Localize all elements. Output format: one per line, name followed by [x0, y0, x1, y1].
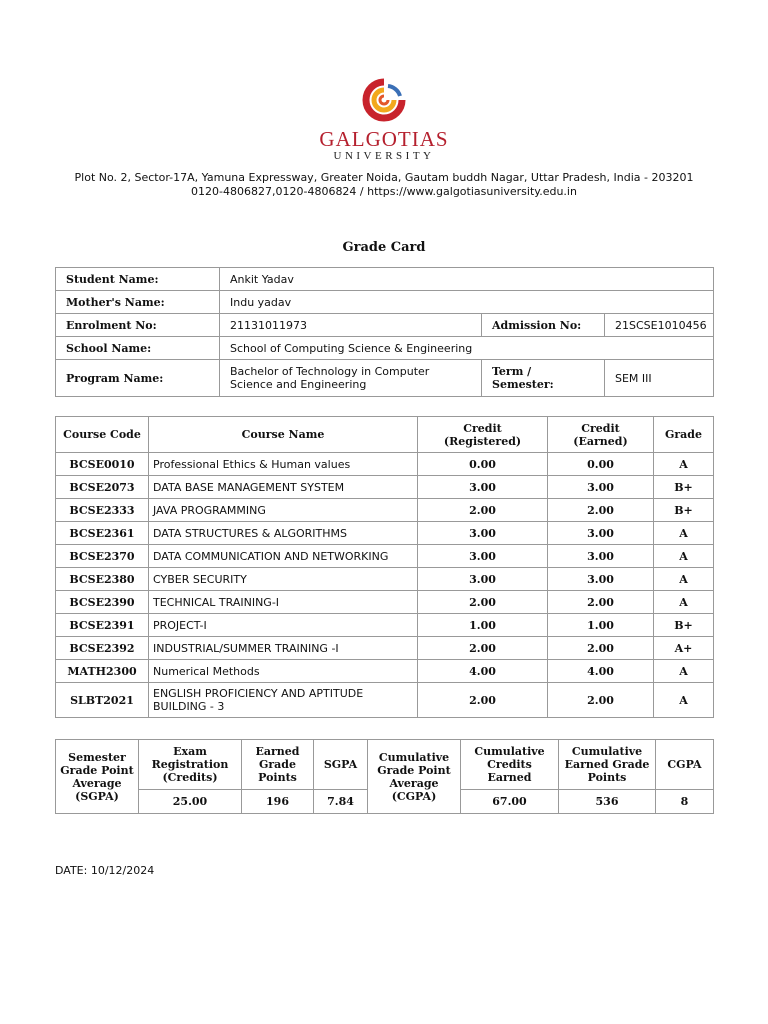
table-row: [56, 545, 714, 568]
term-label: Term / Semester:: [482, 360, 605, 397]
credit-earned: 3.00: [548, 476, 654, 499]
col-credit-earned-line2: (Earned): [573, 434, 628, 448]
course-code: MATH2300: [56, 660, 149, 683]
admission-value: 21SCSE1010456: [605, 314, 714, 337]
table-row: [56, 683, 714, 718]
student-name-row: [56, 268, 714, 291]
enrolment-value: 21131011973: [220, 314, 482, 337]
course-name: PROJECT-I: [149, 614, 418, 637]
col-course-code: Course Code: [56, 417, 149, 453]
table-row: [56, 522, 714, 545]
course-name: Professional Ethics & Human values: [149, 453, 418, 476]
school-value: School of Computing Science & Engineering: [220, 337, 714, 360]
address-block: [0, 171, 768, 199]
course-name: JAVA PROGRAMMING: [149, 499, 418, 522]
course-grade: A: [654, 591, 714, 614]
address-line: Plot No. 2, Sector-17A, Yamuna Expressway, Greater Noida, Gautam buddh Nagar, Uttar Pradesh, India - 203201: [74, 171, 694, 184]
course-code: BCSE2073: [56, 476, 149, 499]
course-name: Numerical Methods: [149, 660, 418, 683]
course-code: BCSE2391: [56, 614, 149, 637]
course-code: SLBT2021: [56, 683, 149, 718]
course-grade: A: [654, 568, 714, 591]
summary-exam-reg-header: Exam Registration (Credits): [139, 740, 242, 790]
summary-cum-points-header: Cumulative Earned Grade Points: [559, 740, 656, 790]
credit-registered: 0.00: [418, 453, 548, 476]
course-name: DATA BASE MANAGEMENT SYSTEM: [149, 476, 418, 499]
program-label: Program Name:: [56, 360, 220, 397]
course-code: BCSE2392: [56, 637, 149, 660]
mother-name-label: Mother's Name:: [56, 291, 220, 314]
col-credit-earned: [548, 417, 654, 453]
course-code: BCSE2361: [56, 522, 149, 545]
table-row: [56, 476, 714, 499]
galgotias-logo-icon: [362, 78, 406, 122]
course-name: TECHNICAL TRAINING-I: [149, 591, 418, 614]
course-grade: A: [654, 683, 714, 718]
credit-registered: 3.00: [418, 476, 548, 499]
col-credit-registered: [418, 417, 548, 453]
table-row: [56, 591, 714, 614]
summary-sgpa-value: 7.84: [314, 790, 368, 814]
credit-earned: 3.00: [548, 568, 654, 591]
col-credit-earned-line1: Credit: [581, 421, 620, 435]
summary-earned-points-value: 196: [242, 790, 314, 814]
credit-earned: 3.00: [548, 522, 654, 545]
summary-table: [55, 739, 714, 814]
table-row: [56, 568, 714, 591]
school-label: School Name:: [56, 337, 220, 360]
contact-line: 0120-4806827,0120-4806824 / https://www.galgotiasuniversity.edu.in: [191, 185, 577, 198]
course-rows: [56, 453, 714, 718]
table-row: [56, 614, 714, 637]
summary-sgpa-header: SGPA: [314, 740, 368, 790]
mother-name-value: Indu yadav: [220, 291, 714, 314]
course-grade: A+: [654, 637, 714, 660]
course-code: BCSE2380: [56, 568, 149, 591]
col-credit-registered-line1: Credit: [463, 421, 502, 435]
course-grade: A: [654, 660, 714, 683]
school-row: [56, 337, 714, 360]
table-row: [56, 660, 714, 683]
enrolment-label: Enrolment No:: [56, 314, 220, 337]
courses-table: [55, 416, 714, 718]
credit-registered: 2.00: [418, 683, 548, 718]
credit-registered: 2.00: [418, 591, 548, 614]
enrolment-row: [56, 314, 714, 337]
summary-header-row: [56, 740, 714, 790]
student-info-table: [55, 267, 714, 397]
credit-earned: 2.00: [548, 499, 654, 522]
course-name: CYBER SECURITY: [149, 568, 418, 591]
credit-earned: 0.00: [548, 453, 654, 476]
col-credit-registered-line2: (Registered): [443, 434, 522, 448]
credit-earned: 1.00: [548, 614, 654, 637]
credit-registered: 2.00: [418, 637, 548, 660]
course-code: BCSE2390: [56, 591, 149, 614]
course-grade: B+: [654, 614, 714, 637]
credit-earned: 2.00: [548, 591, 654, 614]
credit-earned: 2.00: [548, 683, 654, 718]
course-code: BCSE2370: [56, 545, 149, 568]
summary-earned-points-header: Earned Grade Points: [242, 740, 314, 790]
course-name: DATA STRUCTURES & ALGORITHMS: [149, 522, 418, 545]
summary-cgpa-value: 8: [656, 790, 714, 814]
university-logo: [0, 78, 768, 162]
credit-registered: 4.00: [418, 660, 548, 683]
credit-earned: 3.00: [548, 545, 654, 568]
course-grade: A: [654, 453, 714, 476]
course-grade: B+: [654, 476, 714, 499]
page-title: Grade Card: [342, 240, 426, 255]
credit-registered: 3.00: [418, 568, 548, 591]
credit-registered: 1.00: [418, 614, 548, 637]
summary-cum-points-value: 536: [559, 790, 656, 814]
col-course-name: Course Name: [149, 417, 418, 453]
course-grade: A: [654, 522, 714, 545]
term-value: SEM III: [605, 360, 714, 397]
admission-label: Admission No:: [482, 314, 605, 337]
mother-name-row: [56, 291, 714, 314]
program-value: Bachelor of Technology in Computer Science and Engineering: [220, 360, 482, 397]
col-grade: Grade: [654, 417, 714, 453]
summary-exam-reg-value: 25.00: [139, 790, 242, 814]
course-code: BCSE2333: [56, 499, 149, 522]
table-row: [56, 637, 714, 660]
summary-cgpa-full-header: Cumulative Grade Point Average (CGPA): [368, 740, 461, 814]
summary-cum-credits-header: Cumulative Credits Earned: [461, 740, 559, 790]
student-name-value: Ankit Yadav: [220, 268, 714, 291]
credit-registered: 2.00: [418, 499, 548, 522]
course-name: INDUSTRIAL/SUMMER TRAINING -I: [149, 637, 418, 660]
table-row: [56, 499, 714, 522]
credit-earned: 4.00: [548, 660, 654, 683]
brand-subtitle: UNIVERSITY: [333, 150, 435, 162]
course-name: ENGLISH PROFICIENCY AND APTITUDE BUILDING - 3: [149, 683, 418, 718]
summary-cgpa-header: CGPA: [656, 740, 714, 790]
program-row: [56, 360, 714, 397]
courses-header-row: [56, 417, 714, 453]
course-grade: A: [654, 545, 714, 568]
summary-sgpa-full-header: Semester Grade Point Average (SGPA): [56, 740, 139, 814]
credit-earned: 2.00: [548, 637, 654, 660]
table-row: [56, 453, 714, 476]
brand-name: GALGOTIAS: [319, 127, 449, 151]
student-name-label: Student Name:: [56, 268, 220, 291]
course-grade: B+: [654, 499, 714, 522]
summary-cum-credits-value: 67.00: [461, 790, 559, 814]
credit-registered: 3.00: [418, 545, 548, 568]
credit-registered: 3.00: [418, 522, 548, 545]
issue-date: DATE: 10/12/2024: [55, 864, 155, 877]
course-name: DATA COMMUNICATION AND NETWORKING: [149, 545, 418, 568]
course-code: BCSE0010: [56, 453, 149, 476]
